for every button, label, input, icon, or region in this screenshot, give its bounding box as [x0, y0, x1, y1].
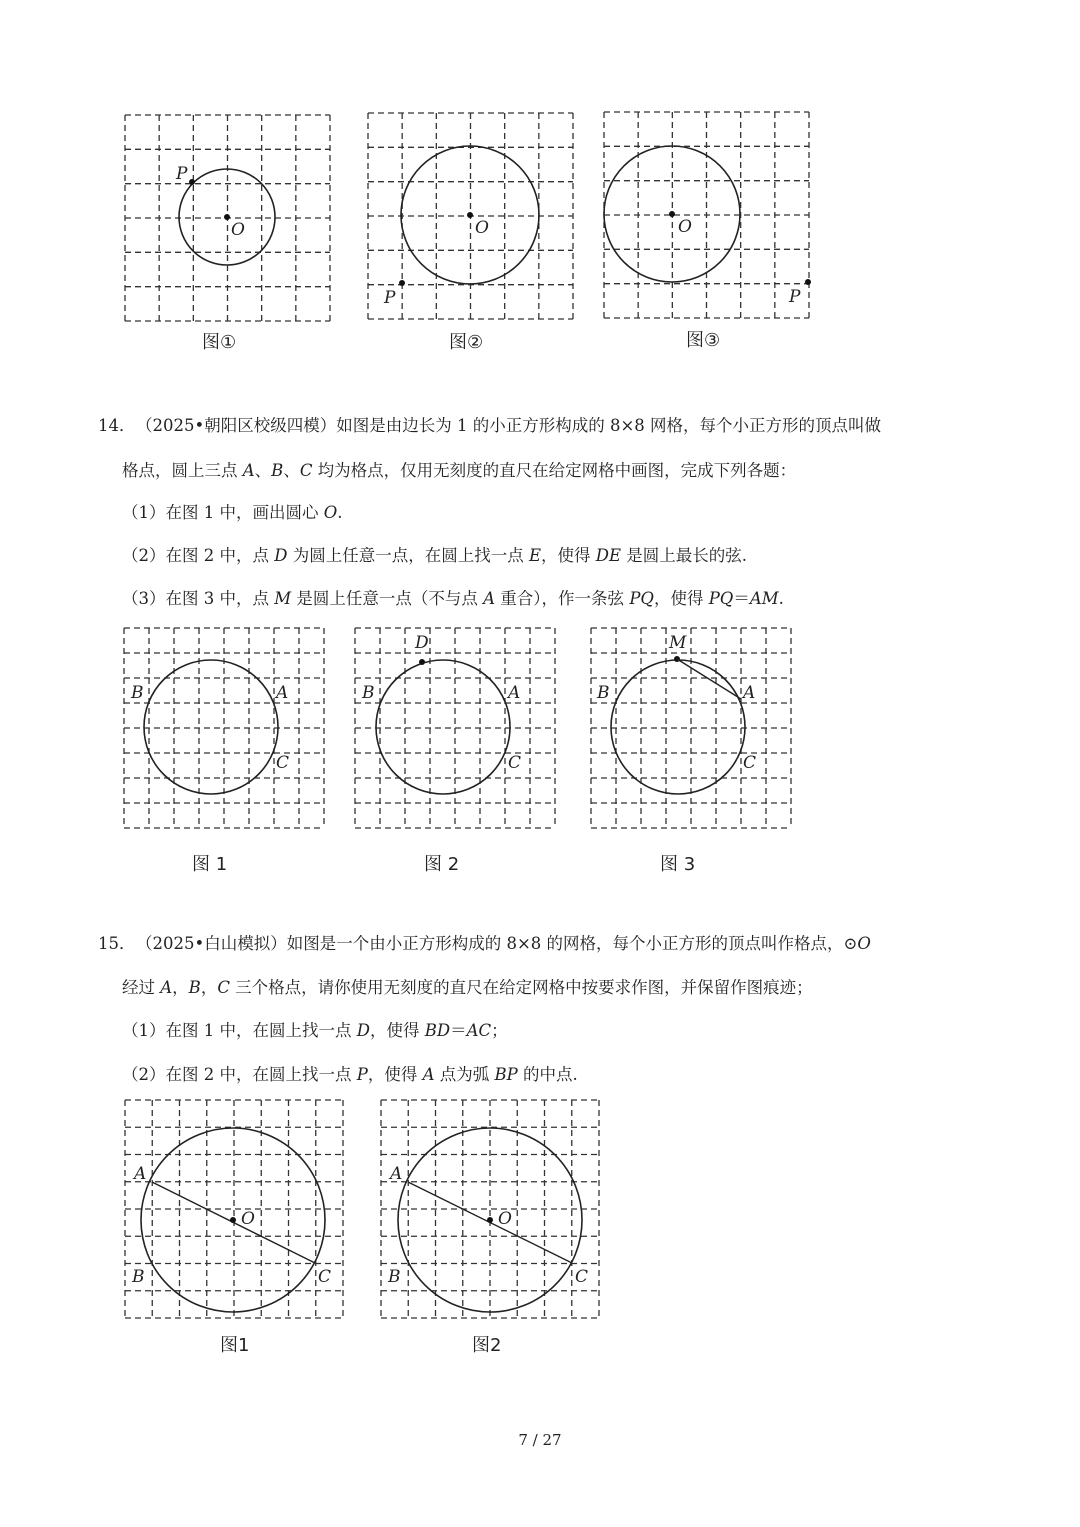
q14-figure-1 — [124, 628, 324, 828]
label-c: C — [276, 753, 290, 773]
label-c: C — [318, 1267, 332, 1287]
q14-caption-1: 图 1 — [192, 854, 228, 875]
question-15-part-2: （2）在图 2 中，在圆上找一点 P，使得 A 点为弧 BP 的中点. — [122, 1065, 578, 1084]
label-b: B — [362, 683, 375, 703]
source: （2025•白山模拟） — [136, 934, 287, 953]
label-p: P — [789, 287, 801, 307]
page-number: 7 / 27 — [518, 1431, 562, 1449]
label-b: B — [132, 1267, 145, 1287]
grid — [125, 1100, 343, 1318]
grid — [604, 112, 809, 318]
circle — [144, 660, 278, 794]
q14-figure-2 — [355, 628, 555, 828]
grid — [381, 1100, 599, 1318]
q15-figure-1 — [125, 1100, 343, 1318]
label-p: P — [384, 288, 396, 308]
question-14-line-2: 格点，圆上三点 A、B、C 均为格点，仅用无刻度的直尺在给定网格中画图，完成下列各题： — [122, 461, 797, 480]
point-p — [805, 279, 811, 285]
grid — [124, 628, 324, 828]
figure-3 — [604, 112, 809, 318]
question-15-number: 15． — [98, 934, 136, 953]
q15-figure-2 — [381, 1100, 599, 1318]
label-b: B — [388, 1267, 401, 1287]
point-p — [399, 280, 405, 286]
grid — [591, 628, 791, 828]
point-d — [419, 659, 425, 665]
label-p: P — [176, 164, 188, 184]
question-14-part-2: （2）在图 2 中，点 D 为圆上任意一点，在圆上找一点 E，使得 DE 是圆上最长的弦. — [122, 546, 748, 565]
point-p — [189, 179, 195, 185]
label-a: A — [508, 683, 521, 703]
question-14-part-3: （3）在图 3 中，点 M 是圆上任意一点（不与点 A 重合），作一条弦 PQ，使得 PQ＝AM. — [122, 589, 784, 608]
label-o: O — [475, 218, 489, 238]
intro: 如图是由边长为 1 的小正方形构成的 8×8 网格，每个小正方形的顶点叫做 — [336, 416, 882, 435]
question-14-line-1 — [136, 416, 881, 436]
label-c: C — [575, 1267, 589, 1287]
center-point — [467, 212, 473, 218]
label-o: O — [231, 220, 245, 240]
label-c: C — [743, 753, 757, 773]
caption-fig-2: 图② — [449, 332, 484, 353]
segment-am — [677, 659, 741, 699]
label-a: A — [276, 683, 289, 703]
question-15-line-1: （2025•白山模拟）如图是一个由小正方形构成的 8×8 的网格，每个小正方形的顶点叫作格点，⊙O — [136, 934, 871, 953]
label-a: A — [743, 683, 756, 703]
circle — [611, 660, 745, 794]
center-point — [224, 214, 230, 220]
figure-2 — [368, 113, 573, 319]
center-point — [487, 1217, 493, 1223]
label-o: O — [678, 217, 692, 237]
label-a: A — [390, 1164, 403, 1184]
label-d: D — [415, 633, 429, 653]
grid — [355, 628, 555, 828]
label-o: O — [498, 1209, 512, 1229]
q14-figure-3 — [591, 628, 791, 828]
center-point — [230, 1217, 236, 1223]
caption-fig-3: 图③ — [686, 330, 721, 351]
source: （2025•朝阳区校级四模） — [136, 416, 337, 435]
question-14-number: 14． — [98, 416, 136, 435]
question-15-part-1: （1）在图 1 中，在圆上找一点 D，使得 BD＝AC； — [122, 1021, 508, 1040]
q14-caption-2: 图 2 — [424, 854, 460, 875]
question-14-part-1: （1）在图 1 中，画出圆心 O. — [122, 503, 343, 522]
center-point — [669, 211, 675, 217]
figure-1 — [125, 115, 330, 321]
label-c: C — [508, 753, 522, 773]
label-b: B — [131, 683, 144, 703]
q15-caption-1: 图1 — [220, 1335, 250, 1356]
label-o: O — [241, 1209, 255, 1229]
circle — [376, 660, 510, 794]
q15-caption-2: 图2 — [472, 1335, 502, 1356]
caption-fig-1: 图① — [202, 332, 237, 353]
question-15-line-2: 经过 A，B，C 三个格点，请你使用无刻度的直尺在给定网格中按要求作图，并保留作图痕迹； — [122, 978, 813, 997]
q14-caption-3: 图 3 — [660, 854, 696, 875]
label-m: M — [669, 633, 687, 653]
label-a: A — [134, 1164, 147, 1184]
label-b: B — [597, 683, 610, 703]
